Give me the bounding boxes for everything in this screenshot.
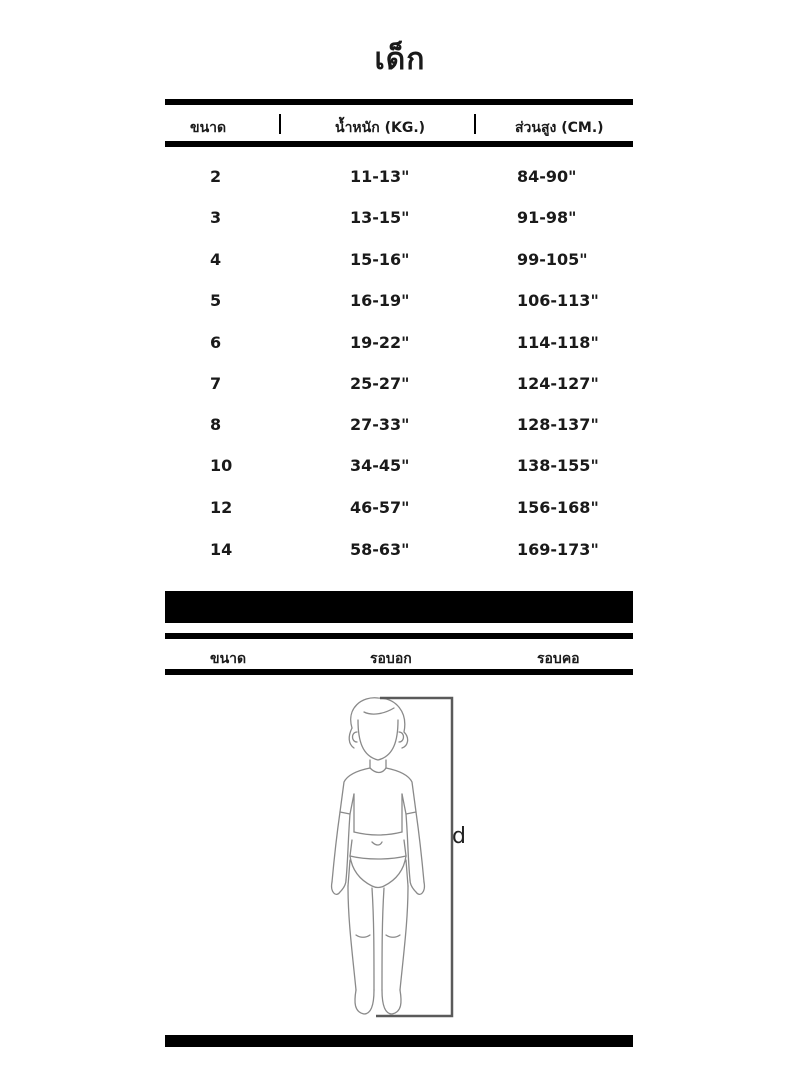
cell-weight: 25-27" — [350, 374, 410, 393]
cell-height: 156-168" — [517, 498, 599, 517]
header-divider — [279, 114, 281, 134]
cell-weight: 19-22" — [350, 333, 410, 352]
cell-size: 4 — [210, 250, 222, 269]
header2-neck: รอบคอ — [537, 651, 580, 667]
cell-weight: 58-63" — [350, 540, 410, 559]
cell-weight: 15-16" — [350, 250, 410, 269]
table-row — [165, 291, 633, 333]
cell-weight: 27-33" — [350, 415, 410, 434]
table-row — [165, 167, 633, 209]
cell-height: 106-113" — [517, 291, 599, 310]
table-row — [165, 208, 633, 250]
table2-header-rule — [165, 669, 633, 675]
child-figure-diagram — [320, 690, 480, 1025]
cell-weight: 46-57" — [350, 498, 410, 517]
table-row — [165, 333, 633, 375]
table-header-rule — [165, 141, 633, 147]
measure-label: d — [452, 824, 466, 849]
table2-top-rule — [165, 633, 633, 639]
cell-weight: 34-45" — [350, 456, 410, 475]
table-row — [165, 456, 633, 498]
table-row — [165, 415, 633, 457]
table-row — [165, 498, 633, 540]
cell-size: 12 — [210, 498, 233, 517]
cell-weight: 13-15" — [350, 208, 410, 227]
table-top-rule — [165, 99, 633, 105]
section-divider — [165, 591, 633, 623]
header-divider — [474, 114, 476, 134]
cell-weight: 11-13" — [350, 167, 410, 186]
cell-size: 8 — [210, 415, 222, 434]
cell-height: 124-127" — [517, 374, 599, 393]
bottom-rule — [165, 1035, 633, 1047]
cell-height: 99-105" — [517, 250, 588, 269]
cell-size: 5 — [210, 291, 222, 310]
header2-size: ขนาด — [210, 651, 247, 667]
cell-weight: 16-19" — [350, 291, 410, 310]
cell-height: 128-137" — [517, 415, 599, 434]
child-body-outline-icon — [320, 690, 480, 1025]
cell-height: 91-98" — [517, 208, 577, 227]
table-row — [165, 250, 633, 292]
header-size: ขนาด — [190, 120, 227, 136]
header2-chest: รอบอก — [370, 651, 412, 667]
header-weight: น้ำหนัก (KG.) — [335, 120, 426, 136]
cell-size: 3 — [210, 208, 222, 227]
cell-height: 84-90" — [517, 167, 577, 186]
table-row — [165, 540, 633, 582]
cell-size: 6 — [210, 333, 222, 352]
table-row — [165, 374, 633, 416]
cell-size: 7 — [210, 374, 222, 393]
page-title: เด็ก — [374, 42, 426, 77]
cell-height: 138-155" — [517, 456, 599, 475]
cell-size: 14 — [210, 540, 233, 559]
cell-size: 10 — [210, 456, 233, 475]
cell-size: 2 — [210, 167, 222, 186]
cell-height: 169-173" — [517, 540, 599, 559]
header-height: ส่วนสูง (CM.) — [515, 120, 604, 136]
cell-height: 114-118" — [517, 333, 599, 352]
